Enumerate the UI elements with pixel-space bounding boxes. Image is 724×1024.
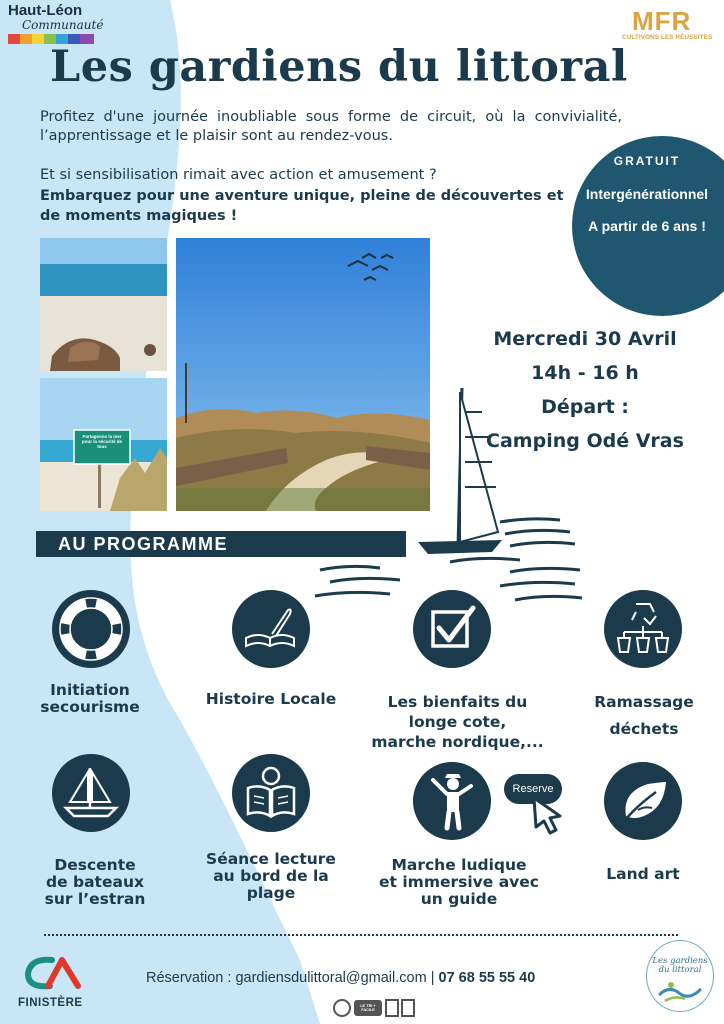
reservation-phone: 07 68 55 55 40 [438, 970, 536, 986]
cursor-arrow-icon [530, 794, 566, 836]
leaf-icon [604, 762, 682, 840]
activity-guided-walk: Marche ludique et immersive avec un guide [379, 856, 539, 908]
lifebuoy-icon [52, 590, 130, 668]
reservation-line [146, 970, 535, 986]
haut-leon-logo-title: Haut-Léon [8, 2, 83, 19]
gardiens-logo-wave-icon [657, 975, 703, 1005]
badge-age: A partir de 6 ans ! [588, 218, 706, 234]
intro-paragraph-1: Profitez d'une journée inoubliable sous forme de circuit, où la convivialité, l’apprentissage et le plaisir sont au rendez-vous. [40, 109, 622, 144]
mfr-logo: MFR [632, 6, 692, 36]
badge-intergenerational: Intergénérationnel [585, 186, 709, 202]
badge-free: GRATUIT [613, 154, 681, 168]
intro-paragraph-2: Et si sensibilisation rimait avec action et amusement ? [40, 167, 437, 183]
credit-agricole-logo [22, 954, 84, 990]
haut-leon-logo-subtitle: Communauté [22, 18, 104, 32]
sailboat-illustration [410, 382, 580, 572]
reservation-label: Réservation : gardiensdulittoral@gmail.com | [146, 970, 439, 986]
activity-waste-collection: Ramassage déchets [594, 693, 694, 738]
guide-icon [413, 762, 491, 840]
photo-beach-sign [40, 378, 167, 511]
event-time: 14h - 16 h [531, 362, 639, 384]
event-date: Mercredi 30 Avril [493, 328, 677, 350]
activity-boats: Descente de bateaux sur l’estran [44, 856, 146, 908]
intro-paragraph-3: Embarquez pour une aventure unique, pleine de découvertes et de moments magiques ! [40, 188, 564, 224]
activity-first-aid: Initiation secourisme [40, 681, 140, 716]
photo-sign-text: Partageons la mer pour la sécurité de tous [81, 434, 122, 449]
reading-icon [232, 754, 310, 832]
event-depart-label: Départ : [541, 396, 629, 418]
credit-agricole-label: FINISTÈRE [18, 997, 83, 1009]
activity-coastal-walk: Les bienfaits du longe cote, marche nordique,... [371, 693, 544, 751]
photo-dune-path [176, 238, 430, 511]
activity-beach-reading: Séance lecture au bord de la plage [206, 850, 336, 902]
activity-land-art: Land art [606, 865, 680, 883]
reserve-button[interactable]: Reserve [504, 774, 562, 804]
gardiens-logo-line2: du littoral [658, 965, 702, 975]
tri-label: LE TRI + FACILE [360, 1004, 376, 1012]
activity-local-history: Histoire Locale [205, 690, 337, 708]
event-location: Camping Odé Vras [486, 430, 684, 452]
checkbox-icon [413, 590, 491, 668]
book-quill-icon [232, 590, 310, 668]
photo-beach-rocks [40, 238, 167, 371]
mfr-tagline: CULTIVONS LES RÉUSSITES [622, 34, 713, 41]
footer-divider [44, 934, 678, 936]
page-title: Les gardiens du littoral [50, 42, 628, 92]
gardiens-logo-line1: Les gardiens [652, 956, 708, 966]
recycle-icon [604, 590, 682, 668]
sailboat-icon [52, 754, 130, 832]
program-header-label: AU PROGRAMME [58, 534, 228, 554]
gardiens-logo [646, 940, 714, 1012]
